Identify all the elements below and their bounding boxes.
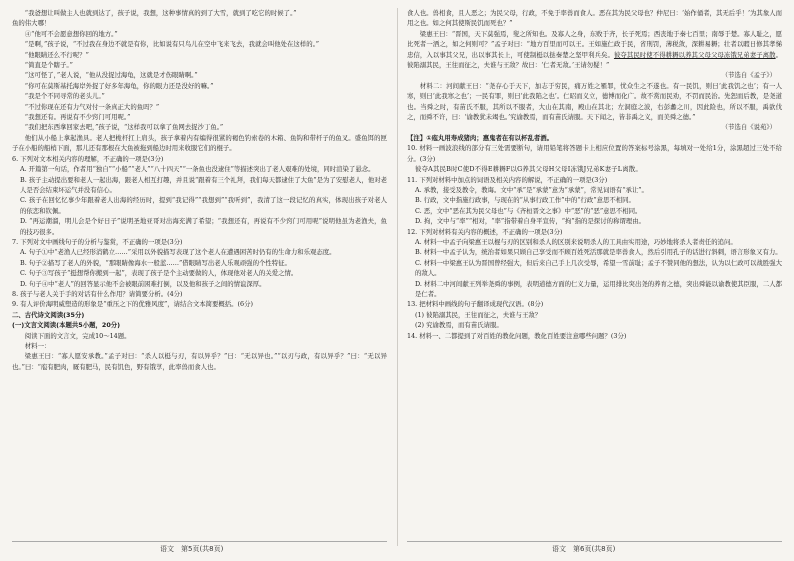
paragraph: “他眼睛还么不行呢？”: [24, 50, 89, 59]
option: D. “再运潮溜，明儿会是个好日子”说明圣地亚哥对出海充满了希望；“我想还有，再说有不少窍门可用呢”说明他虽为老渔夫，鱼的技巧很多。: [20, 217, 387, 236]
material-label: 材料一：: [24, 342, 51, 350]
paragraph: ④“他可不会愿意想你回的地方。”: [24, 29, 118, 38]
subsection-heading: (一)文言文阅读(本题共5小题，20分): [12, 321, 121, 330]
option: D. 句子④中“老人”的回答显示他不会被眼前困难打倒，以及他和孩子之间的情谊深厚。: [20, 279, 266, 288]
right-column: [407, 8, 782, 341]
option: A. 承教，接受及教令，教诲。文中“承”是“承蒙”意为“承蒙”，常见词语有“承让”。: [415, 185, 648, 194]
segmentation-sentence: 彼夺A其民B时C使D不得E耕耨F以G养其父母H父母I冻饿J兄弟K妻子L离散。: [415, 165, 642, 174]
source-citation: （节选自《说苑》）: [721, 123, 776, 132]
paragraph: 食人也。兽相食，且人恶之；为民父母，行政，不免于率兽而食人。恶在其为民父母也？仲尼曰：‘始作俑者，其无后乎！’为其象人而用之也。如之何其使斯民饥而死也？”: [407, 9, 782, 28]
option: B. 句子②描写了老人的外貌，“那眼睛像海水一般蓝……”借眼睛写出老人乐观顽强的个性特征。: [20, 258, 291, 267]
footer-rule: [407, 541, 782, 542]
sub-question: (1) 彼陷溺其民，王往而征之，夫谁与王敌？: [415, 310, 542, 319]
footer-rule: [12, 541, 387, 542]
column-divider: [397, 8, 398, 546]
text-segment: 。彼陷溺其民，王往而征之，夫谁与王敌？故曰：‘仁者无敌。’王请勿疑！”: [407, 50, 782, 70]
paragraph: “你可在莫斯基托海岸外捉了好多年海龟，你的眼力还是没好的嘛。”: [24, 81, 214, 90]
question-6: 6. 下列对文本相关内容的理解，不正确的一项是(3分): [12, 154, 164, 163]
paragraph: [407, 29, 782, 71]
paragraph: 材料二：河间献王曰：“尧存心于天下，加志于穷民，痛万姓之罹罪，忧众生之不遂也。有一民饥，则曰‘此我饥之也’；有一人寒，则曰‘此我寒之也’；一民有罪，则曰‘此我陷之也’。仁昭而义立，德博而化广。故不赏而民劝，不罚而民治。先恕而后教，是尧道也。当舜之时，有苗氏不服，其所以不服者，大山在其南，殿山在其北；左洞庭之波，右彭蠡之川，因此险也，所以不服，禹欲伐之，而舜不许，曰：‘谕教犹未竭也。’究谕教焉，而有苗氏请服。天下闻之，皆非禹之义，而美舜之德。”: [407, 81, 782, 122]
paragraph: “我是个不同寻常的老头儿。”: [24, 92, 105, 101]
option: A. 开篇第一句话，作者用“独自”“小船”“老人”“八十四天”“一条鱼也没逮住”等描述突出了老人艰难的处境，同时渲染了悬念。: [20, 165, 375, 174]
instruction: 阅读下面的文言文，完成10～14题。: [24, 331, 131, 340]
paragraph: “是啊，”孩子说，“不过我在身边不就是有你，比如说有只鸟儿在空中飞来飞去，我就会叫他处在这样的。”: [24, 40, 320, 49]
question-11: 11. 下列对材料中加点的词语及相关内容的解说，不正确的一项是(3分): [407, 175, 608, 184]
option: C. 句子③写孩子“挺想帮你搬到一起”，表现了孩子是个主动要做的人，体现他对老人的关爱之情。: [20, 269, 298, 278]
question-13: 13. 把材料中画线的句子翻译成现代汉语。(8分): [407, 300, 544, 309]
option: A. 材料一中孟子向梁惠王以棍与刃的区别和杀人的区别来说明杀人的工具由实用途，巧妙地将杀人者责任的追问。: [415, 237, 737, 246]
sub-question: (2) 究谕教焉，而有苗氏请服。: [415, 321, 503, 330]
source-citation: （节选自《孟子》）: [721, 71, 776, 80]
text-segment: 梁惠王曰：“晋国，天下莫强焉，叟之所知也。及寡人之身，东败于齐，长子死焉；西丧地于秦七百里；南辱于楚。寡人耻之，愿比死者一洒之，如之何则可？”孟子对曰：“地方百里而可以王。王如施仁政于民，省刑罚，薄税敛，深耕易耨；壮者以暇日修其孝悌忠信，入以事其父兄，出以事其长上，可使制梃以挞秦楚之坚甲利兵矣。: [407, 29, 782, 59]
paragraph: “我们把东西拿回家去吧，”孩子说，“这样我可以拿了鱼网去捉沙丁鱼。”: [24, 123, 224, 132]
section-heading: 二、古代诗文阅读(35分): [12, 310, 85, 319]
question-7: 7. 下列对文中画线句子的分析与鉴赏，不正确的一项是(3分): [12, 237, 183, 246]
left-column: [12, 8, 387, 372]
paragraph: “我爸想让叫做主人也就到达了，孩子说，我想，这种事情真的到了大雪，就到了吃它的时候了。”: [24, 9, 297, 17]
option: C. 材料一中梁惠王认为晋国曾经强大，但后来自己手上几次受辱，希望一雪前耻；孟子不赞同他的想法，认为以仁政可以战胜强大的敌人。: [415, 258, 782, 278]
option: A. 句子①中“老渔人已经形消鹤立……”采用以外貌描写表现了这个老人在遭遇困苦时仍有的生命力和乐观态度。: [20, 248, 336, 257]
page-footer-left: 语文 第5页(共8页): [160, 545, 224, 553]
paragraph: “不过你现在还有力气对付一条真正大的鱼吗？”: [24, 102, 160, 111]
option: C. 恶，文中“恶在其为民父母也”与《齐桓晋文之事》中“恶”的“恶”意思不相同。: [415, 206, 642, 215]
paragraph: “这可怪了，”老人说，“他从没捉过海龟，这就是才伤眼睛啊。”: [24, 71, 198, 80]
option: D. 材料二中河间献王列举尧舜的事例，表明道德方面的仁义力量，运用排比突出尧的养育之德，突出舜能以谕教使其臣服，二人都是仁者。: [415, 279, 782, 298]
question-10: 10. 材料一画波浪线的部分有三处需要断句，请用铅笔将答题卡上相应位置的答案标号涂黑，每填对一处给1分，涂黑超过三处不给分。(3分): [407, 144, 782, 163]
paragraph: “我想还有。再说有不少窍门可用呢。”: [24, 113, 131, 122]
page-footer-right: 语文 第6页(共8页): [552, 545, 616, 553]
question-14: 14. 材料一、二都提到了对百姓的教化问题，教化百姓要注意哪些问题？(3分): [407, 331, 627, 340]
note: 【注】①庖丸用寿成猪肉；惠鬼者在有以杯乱者酒。: [407, 133, 554, 142]
question-9: 9. 有人评价海明威塑造的形象是“重压之下的优雅风度”，请结合文本简要概括。(6分): [12, 300, 253, 309]
option: B. 材料一中孟子认为，统治者如果只顾自己享受而不顾百姓死活那就是率兽食人，然后引用孔子的话进行斜刺，语言形象又有力。: [415, 248, 782, 257]
option: D. 拘，文中与“率”“相对，“率”指带着自身平宣传，“拘”指的是探讨的称谓理由。: [415, 217, 645, 226]
option: B. 行政，文中指施行政事，与现在的“从事行政工作”中的“行政”意思不相同。: [415, 196, 635, 205]
paragraph: “简直是个瞎子。”: [24, 61, 73, 70]
option: B. 孩子主动提出要和老人一起出海，跟老人相互打趣，并且说“跟着有三个礼拜，我们每天都逮住了大鱼”是为了安慰老人，他对老人是否会结束坏运气并没有信心。: [20, 175, 387, 194]
paragraph: 梁惠王曰：“寡人愿安承教。”孟子对曰：“杀人以梃与刃，有以异乎？”曰：“无以异也。”“以刃与政，有以异乎？”曰：“无以异也。”曰：“庖有肥肉，厩有肥马，民有饥色，野有饿莩，此率兽而食人也。: [12, 352, 387, 371]
option: C. 孩子在回忆忆事少年跟着老人出海的经历时，提到“我记得”“我想到”“我听到”，我清了这一段记忆的真实，体现出孩子对老人的依恋和钦佩。: [20, 196, 387, 215]
question-8: 8. 孩子与老人关于手的对话有什么作用？请简要分析。(4分): [12, 289, 183, 298]
question-12: 12. 下列对材料有关内容的概述，不正确的一项是(3分): [407, 227, 563, 236]
paragraph: 他们从小船上拿起渔具。老人把桅杆扛上肩头，孩子拿着内有编得很紧的褐色钓索卷的木箱、鱼钩和带杆子的鱼叉。盛鱼饵的匣子在小船的船梢下面，那儿还有那根在大鱼被拖到船边时用来收服它们的棍子。: [12, 133, 387, 153]
paragraph: 鱼的伟大哪！: [12, 19, 51, 28]
underlined-sentence: 彼夺其民时使不得耕耨以养其父母父母冻饿兄弟妻子离散: [613, 50, 776, 59]
